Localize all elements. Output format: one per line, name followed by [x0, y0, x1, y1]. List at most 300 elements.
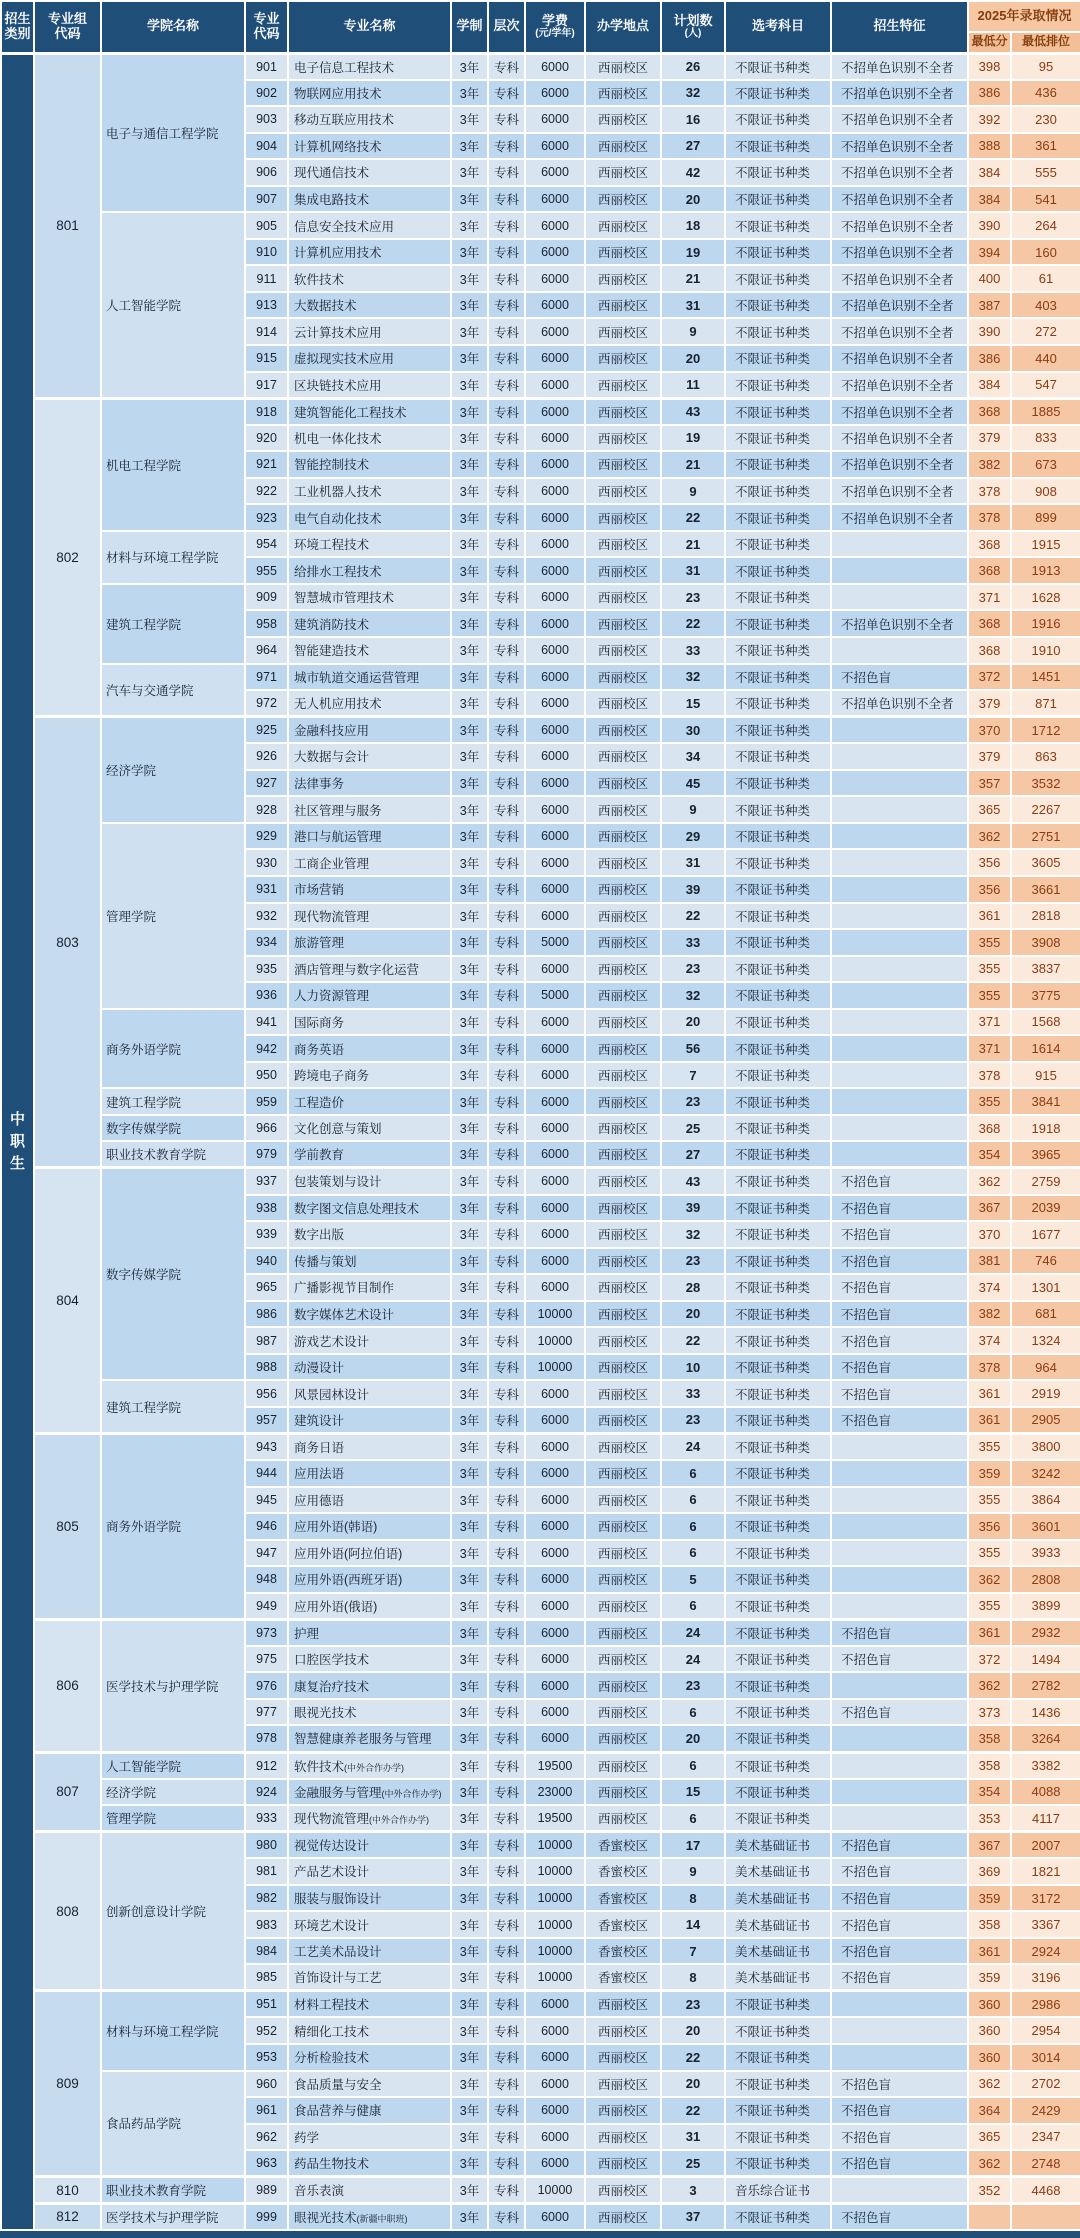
- min-score-cell: 370: [968, 1221, 1011, 1248]
- duration-cell: 3年: [451, 478, 488, 505]
- major-code-cell: 953: [245, 2044, 288, 2071]
- subjects-cell: 不限证书种类: [725, 690, 831, 717]
- major-name-cell: 应用外语(阿拉伯语): [288, 1540, 451, 1567]
- min-score-cell: 394: [968, 239, 1011, 266]
- duration-cell: 3年: [451, 796, 488, 823]
- duration-cell: 3年: [451, 1009, 488, 1036]
- min-rank-cell: 95: [1011, 53, 1080, 80]
- min-score-cell: 352: [968, 2177, 1011, 2204]
- features-cell: [831, 1062, 968, 1089]
- min-score-cell: 355: [968, 1540, 1011, 1567]
- major-name-cell: 动漫设计: [288, 1354, 451, 1381]
- major-code-cell: 935: [245, 956, 288, 983]
- header-subjects: 选考科目: [725, 1, 831, 53]
- duration-cell: 3年: [451, 292, 488, 319]
- level-cell: 专科: [488, 2017, 525, 2044]
- min-score-cell: 362: [968, 1566, 1011, 1593]
- level-cell: 专科: [488, 504, 525, 531]
- tuition-cell: 6000: [525, 1088, 585, 1115]
- min-score-cell: 360: [968, 2017, 1011, 2044]
- subjects-cell: 不限证书种类: [725, 1540, 831, 1567]
- level-cell: 专科: [488, 159, 525, 186]
- major-code-cell: 989: [245, 2177, 288, 2204]
- min-rank-cell: 2808: [1011, 1566, 1080, 1593]
- subjects-cell: 不限证书种类: [725, 557, 831, 584]
- major-name-cell: 分析检验技术: [288, 2044, 451, 2071]
- min-rank-cell: 436: [1011, 80, 1080, 107]
- tuition-cell: 6000: [525, 1593, 585, 1620]
- min-score-cell: 379: [968, 743, 1011, 770]
- duration-cell: 3年: [451, 53, 488, 80]
- major-code-cell: 917: [245, 372, 288, 399]
- major-code-cell: 929: [245, 823, 288, 850]
- location-cell: 西丽校区: [585, 2017, 661, 2044]
- location-cell: 西丽校区: [585, 929, 661, 956]
- location-cell: 西丽校区: [585, 1646, 661, 1673]
- major-code-cell: 925: [245, 717, 288, 744]
- min-rank-cell: 2919: [1011, 1380, 1080, 1407]
- duration-cell: 3年: [451, 929, 488, 956]
- tuition-cell: 6000: [525, 1115, 585, 1142]
- major-name-cell: 建筑消防技术: [288, 610, 451, 637]
- plan-count-cell: 39: [661, 876, 725, 903]
- tuition-cell: 10000: [525, 1354, 585, 1381]
- major-code-cell: 966: [245, 1115, 288, 1142]
- location-cell: 西丽校区: [585, 159, 661, 186]
- tuition-cell: 6000: [525, 1141, 585, 1168]
- tuition-cell: 6000: [525, 1672, 585, 1699]
- duration-cell: 3年: [451, 1619, 488, 1646]
- location-cell: 香蜜校区: [585, 1964, 661, 1991]
- header-features: 招生特征: [831, 1, 968, 53]
- major-name-cell: 港口与航运管理: [288, 823, 451, 850]
- group-code-cell: 807: [34, 1752, 101, 1832]
- duration-cell: 3年: [451, 1301, 488, 1328]
- level-cell: 专科: [488, 1433, 525, 1460]
- features-cell: [831, 956, 968, 983]
- min-rank-cell: 1885: [1011, 398, 1080, 425]
- location-cell: 西丽校区: [585, 1619, 661, 1646]
- major-code-cell: 915: [245, 345, 288, 372]
- location-cell: 西丽校区: [585, 1566, 661, 1593]
- features-cell: 不招色盲: [831, 1195, 968, 1222]
- min-score-cell: 368: [968, 610, 1011, 637]
- college-name-cell: 机电工程学院: [101, 398, 245, 531]
- min-rank-cell: 264: [1011, 212, 1080, 239]
- subjects-cell: 不限证书种类: [725, 212, 831, 239]
- location-cell: 西丽校区: [585, 664, 661, 691]
- major-name-cell: 风景园林设计: [288, 1380, 451, 1407]
- features-cell: [831, 1433, 968, 1460]
- features-cell: 不招色盲: [831, 1911, 968, 1938]
- location-cell: 西丽校区: [585, 2044, 661, 2071]
- major-name-cell: 应用外语(西班牙语): [288, 1566, 451, 1593]
- level-cell: 专科: [488, 876, 525, 903]
- major-code-cell: 904: [245, 133, 288, 160]
- major-name-cell: 城市轨道交通运营管理: [288, 664, 451, 691]
- major-name-cell: 护理: [288, 1619, 451, 1646]
- major-code-cell: 981: [245, 1858, 288, 1885]
- min-rank-cell: 3661: [1011, 876, 1080, 903]
- min-rank-cell: 681: [1011, 1301, 1080, 1328]
- min-rank-cell: 3196: [1011, 1964, 1080, 1991]
- tuition-cell: 10000: [525, 1964, 585, 1991]
- level-cell: 专科: [488, 1832, 525, 1859]
- plan-count-cell: 32: [661, 664, 725, 691]
- min-score-cell: 369: [968, 1858, 1011, 1885]
- header-location: 办学地点: [585, 1, 661, 53]
- major-name-cell: 眼视光技术(新疆中职班): [288, 2203, 451, 2230]
- location-cell: 西丽校区: [585, 504, 661, 531]
- location-cell: 西丽校区: [585, 1805, 661, 1832]
- major-code-cell: 972: [245, 690, 288, 717]
- features-cell: [831, 2044, 968, 2071]
- min-rank-cell: 1436: [1011, 1699, 1080, 1726]
- table-row: [1, 212, 1080, 239]
- subjects-cell: 不限证书种类: [725, 1354, 831, 1381]
- duration-cell: 3年: [451, 159, 488, 186]
- location-cell: 西丽校区: [585, 1195, 661, 1222]
- tuition-cell: 6000: [525, 504, 585, 531]
- major-code-cell: 909: [245, 584, 288, 611]
- features-cell: 不招单色识别不全者: [831, 186, 968, 213]
- min-score-cell: 382: [968, 1301, 1011, 1328]
- major-name-cell: 法律事务: [288, 770, 451, 797]
- tuition-cell: 6000: [525, 2017, 585, 2044]
- duration-cell: 3年: [451, 1885, 488, 1912]
- duration-cell: 3年: [451, 2017, 488, 2044]
- location-cell: 西丽校区: [585, 1035, 661, 1062]
- college-name-cell: 商务外语学院: [101, 1009, 245, 1089]
- features-cell: [831, 1487, 968, 1514]
- major-name-cell: 计算机应用技术: [288, 239, 451, 266]
- duration-cell: 3年: [451, 345, 488, 372]
- major-code-cell: 955: [245, 557, 288, 584]
- major-code-cell: 977: [245, 1699, 288, 1726]
- duration-cell: 3年: [451, 212, 488, 239]
- duration-cell: 3年: [451, 2150, 488, 2177]
- location-cell: 西丽校区: [585, 796, 661, 823]
- features-cell: 不招色盲: [831, 1938, 968, 1965]
- major-name-cell: 集成电路技术: [288, 186, 451, 213]
- min-rank-cell: 555: [1011, 159, 1080, 186]
- location-cell: 西丽校区: [585, 1407, 661, 1434]
- tuition-cell: 6000: [525, 1009, 585, 1036]
- location-cell: 西丽校区: [585, 610, 661, 637]
- subjects-cell: 美术基础证书: [725, 1964, 831, 1991]
- duration-cell: 3年: [451, 398, 488, 425]
- location-cell: 西丽校区: [585, 2177, 661, 2204]
- major-code-cell: 964: [245, 637, 288, 664]
- tuition-cell: 10000: [525, 1301, 585, 1328]
- features-cell: 不招单色识别不全者: [831, 265, 968, 292]
- min-score-cell: 356: [968, 1513, 1011, 1540]
- level-cell: 专科: [488, 1513, 525, 1540]
- major-name-cell: 服装与服饰设计: [288, 1885, 451, 1912]
- major-code-cell: 980: [245, 1832, 288, 1859]
- major-name-cell: 大数据技术: [288, 292, 451, 319]
- header-min-rank: 最低排位: [1011, 32, 1080, 53]
- level-cell: 专科: [488, 1088, 525, 1115]
- college-name-cell: 人工智能学院: [101, 1752, 245, 1779]
- location-cell: 西丽校区: [585, 1779, 661, 1806]
- tuition-cell: 6000: [525, 292, 585, 319]
- min-score-cell: 386: [968, 345, 1011, 372]
- min-rank-cell: 1821: [1011, 1858, 1080, 1885]
- tuition-cell: 6000: [525, 451, 585, 478]
- subjects-cell: 不限证书种类: [725, 1062, 831, 1089]
- duration-cell: 3年: [451, 637, 488, 664]
- features-cell: 不招色盲: [831, 2150, 968, 2177]
- location-cell: 西丽校区: [585, 1699, 661, 1726]
- plan-count-cell: 21: [661, 531, 725, 558]
- major-name-cell: 数字媒体艺术设计: [288, 1301, 451, 1328]
- subjects-cell: 不限证书种类: [725, 1115, 831, 1142]
- level-cell: 专科: [488, 2097, 525, 2124]
- major-code-cell: 999: [245, 2203, 288, 2230]
- min-score-cell: 372: [968, 1646, 1011, 1673]
- location-cell: 香蜜校区: [585, 1911, 661, 1938]
- location-cell: 西丽校区: [585, 425, 661, 452]
- plan-count-cell: 22: [661, 504, 725, 531]
- major-code-cell: 958: [245, 610, 288, 637]
- subjects-cell: 不限证书种类: [725, 903, 831, 930]
- major-code-cell: 941: [245, 1009, 288, 1036]
- plan-count-cell: 20: [661, 1725, 725, 1752]
- table-row: [1, 2177, 1080, 2204]
- subjects-cell: 不限证书种类: [725, 2203, 831, 2230]
- subjects-cell: 不限证书种类: [725, 1195, 831, 1222]
- subjects-cell: 不限证书种类: [725, 159, 831, 186]
- location-cell: 西丽校区: [585, 903, 661, 930]
- major-name-cell: 信息安全技术应用: [288, 212, 451, 239]
- duration-cell: 3年: [451, 2044, 488, 2071]
- table-header: [1, 1, 1080, 53]
- major-name-cell: 学前教育: [288, 1141, 451, 1168]
- features-cell: [831, 1779, 968, 1806]
- location-cell: 西丽校区: [585, 2124, 661, 2151]
- major-code-cell: 926: [245, 743, 288, 770]
- tuition-cell: 6000: [525, 2044, 585, 2071]
- level-cell: 专科: [488, 1911, 525, 1938]
- college-name-cell: 数字传媒学院: [101, 1115, 245, 1142]
- min-rank-cell: 2759: [1011, 1168, 1080, 1195]
- major-code-cell: 944: [245, 1460, 288, 1487]
- min-rank-cell: 2429: [1011, 2097, 1080, 2124]
- level-cell: 专科: [488, 372, 525, 399]
- min-rank-cell: 3605: [1011, 849, 1080, 876]
- level-cell: 专科: [488, 1646, 525, 1673]
- duration-cell: 3年: [451, 743, 488, 770]
- plan-count-cell: 15: [661, 690, 725, 717]
- min-score-cell: 378: [968, 504, 1011, 531]
- location-cell: 西丽校区: [585, 637, 661, 664]
- major-code-cell: 914: [245, 318, 288, 345]
- level-cell: 专科: [488, 398, 525, 425]
- min-score-cell: 367: [968, 1832, 1011, 1859]
- location-cell: 香蜜校区: [585, 1885, 661, 1912]
- subjects-cell: 不限证书种类: [725, 823, 831, 850]
- major-name-cell: 食品营养与健康: [288, 2097, 451, 2124]
- level-cell: 专科: [488, 80, 525, 107]
- major-name-cell: 工商企业管理: [288, 849, 451, 876]
- plan-count-cell: 39: [661, 1195, 725, 1222]
- level-cell: 专科: [488, 849, 525, 876]
- subjects-cell: 不限证书种类: [725, 1619, 831, 1646]
- min-rank-cell: 3172: [1011, 1885, 1080, 1912]
- major-name-cell: 产品艺术设计: [288, 1858, 451, 1885]
- plan-count-cell: 6: [661, 1540, 725, 1567]
- tuition-cell: 6000: [525, 265, 585, 292]
- min-score-cell: [968, 2203, 1011, 2230]
- level-cell: 专科: [488, 1593, 525, 1620]
- major-name-cell: 大数据与会计: [288, 743, 451, 770]
- major-name-cell: 工艺美术品设计: [288, 1938, 451, 1965]
- features-cell: 不招单色识别不全者: [831, 372, 968, 399]
- min-rank-cell: 2986: [1011, 1991, 1080, 2018]
- min-rank-cell: 2905: [1011, 1407, 1080, 1434]
- level-cell: 专科: [488, 1274, 525, 1301]
- features-cell: 不招色盲: [831, 2124, 968, 2151]
- min-score-cell: 361: [968, 1380, 1011, 1407]
- major-name-cell: 现代通信技术: [288, 159, 451, 186]
- min-score-cell: 368: [968, 1115, 1011, 1142]
- level-cell: 专科: [488, 637, 525, 664]
- major-name-cell: 旅游管理: [288, 929, 451, 956]
- min-rank-cell: 440: [1011, 345, 1080, 372]
- min-score-cell: 390: [968, 212, 1011, 239]
- level-cell: 专科: [488, 318, 525, 345]
- subjects-cell: 不限证书种类: [725, 318, 831, 345]
- duration-cell: 3年: [451, 265, 488, 292]
- major-code-cell: 938: [245, 1195, 288, 1222]
- location-cell: 西丽校区: [585, 1088, 661, 1115]
- location-cell: 西丽校区: [585, 80, 661, 107]
- level-cell: 专科: [488, 2177, 525, 2204]
- tuition-cell: 6000: [525, 1221, 585, 1248]
- min-score-cell: 355: [968, 1433, 1011, 1460]
- features-cell: 不招单色识别不全者: [831, 159, 968, 186]
- features-cell: [831, 1725, 968, 1752]
- major-code-cell: 905: [245, 212, 288, 239]
- location-cell: 西丽校区: [585, 690, 661, 717]
- plan-count-cell: 20: [661, 1301, 725, 1328]
- duration-cell: 3年: [451, 2124, 488, 2151]
- plan-count-cell: 5: [661, 1566, 725, 1593]
- major-name-cell: 广播影视节目制作: [288, 1274, 451, 1301]
- tuition-cell: 6000: [525, 1991, 585, 2018]
- subjects-cell: 不限证书种类: [725, 743, 831, 770]
- plan-count-cell: 9: [661, 318, 725, 345]
- major-code-cell: 913: [245, 292, 288, 319]
- min-rank-cell: 4468: [1011, 2177, 1080, 2204]
- tuition-cell: 6000: [525, 584, 585, 611]
- min-score-cell: 371: [968, 584, 1011, 611]
- location-cell: 西丽校区: [585, 265, 661, 292]
- table-row: [1, 1991, 1080, 2018]
- level-cell: 专科: [488, 1964, 525, 1991]
- tuition-cell: 6000: [525, 372, 585, 399]
- group-code-cell: 805: [34, 1433, 101, 1619]
- location-cell: 西丽校区: [585, 823, 661, 850]
- table-row: [1, 1619, 1080, 1646]
- major-code-cell: 947: [245, 1540, 288, 1567]
- major-code-cell: 976: [245, 1672, 288, 1699]
- major-name-cell: 跨境电子商务: [288, 1062, 451, 1089]
- duration-cell: 3年: [451, 664, 488, 691]
- tuition-cell: 6000: [525, 717, 585, 744]
- subjects-cell: 不限证书种类: [725, 1407, 831, 1434]
- major-code-cell: 937: [245, 1168, 288, 1195]
- duration-cell: 3年: [451, 1433, 488, 1460]
- plan-count-cell: 7: [661, 1062, 725, 1089]
- header-level: 层次: [488, 1, 525, 53]
- level-cell: 专科: [488, 2071, 525, 2098]
- location-cell: 西丽校区: [585, 106, 661, 133]
- level-cell: 专科: [488, 345, 525, 372]
- features-cell: [831, 584, 968, 611]
- plan-count-cell: 23: [661, 1407, 725, 1434]
- tuition-cell: 6000: [525, 1619, 585, 1646]
- subjects-cell: 不限证书种类: [725, 1327, 831, 1354]
- min-score-cell: 379: [968, 690, 1011, 717]
- major-name-cell: 材料工程技术: [288, 1991, 451, 2018]
- major-name-cell: 智能建造技术: [288, 637, 451, 664]
- subjects-cell: 不限证书种类: [725, 2071, 831, 2098]
- major-code-cell: 978: [245, 1725, 288, 1752]
- level-cell: 专科: [488, 770, 525, 797]
- min-score-cell: 362: [968, 1672, 1011, 1699]
- header-row-main: [1, 1, 1080, 32]
- level-cell: 专科: [488, 2150, 525, 2177]
- major-code-cell: 988: [245, 1354, 288, 1381]
- plan-count-cell: 3: [661, 2177, 725, 2204]
- min-score-cell: 372: [968, 664, 1011, 691]
- plan-count-cell: 31: [661, 557, 725, 584]
- major-name-cell: 人力资源管理: [288, 982, 451, 1009]
- features-cell: [831, 1805, 968, 1832]
- duration-cell: 3年: [451, 1460, 488, 1487]
- subjects-cell: 不限证书种类: [725, 398, 831, 425]
- major-name-cell: 音乐表演: [288, 2177, 451, 2204]
- level-cell: 专科: [488, 1805, 525, 1832]
- min-rank-cell: 1712: [1011, 717, 1080, 744]
- level-cell: 专科: [488, 133, 525, 160]
- features-cell: [831, 796, 968, 823]
- level-cell: 专科: [488, 664, 525, 691]
- min-score-cell: 354: [968, 1779, 1011, 1806]
- features-cell: 不招色盲: [831, 1274, 968, 1301]
- plan-count-cell: 31: [661, 2124, 725, 2151]
- college-name-cell: 食品药品学院: [101, 2071, 245, 2177]
- header-category: 招生 类别: [1, 1, 34, 53]
- major-name-cell: 电子信息工程技术: [288, 53, 451, 80]
- min-score-cell: 355: [968, 956, 1011, 983]
- level-cell: 专科: [488, 1301, 525, 1328]
- min-score-cell: 359: [968, 1460, 1011, 1487]
- plan-count-cell: 22: [661, 1327, 725, 1354]
- min-score-cell: 371: [968, 1009, 1011, 1036]
- major-name-cell: 智能控制技术: [288, 451, 451, 478]
- level-cell: 专科: [488, 212, 525, 239]
- college-name-cell: 职业技术教育学院: [101, 1141, 245, 1168]
- subjects-cell: 音乐综合证书: [725, 2177, 831, 2204]
- min-score-cell: 362: [968, 823, 1011, 850]
- major-code-cell: 936: [245, 982, 288, 1009]
- major-code-cell: 960: [245, 2071, 288, 2098]
- min-rank-cell: 1915: [1011, 531, 1080, 558]
- min-score-cell: 373: [968, 1699, 1011, 1726]
